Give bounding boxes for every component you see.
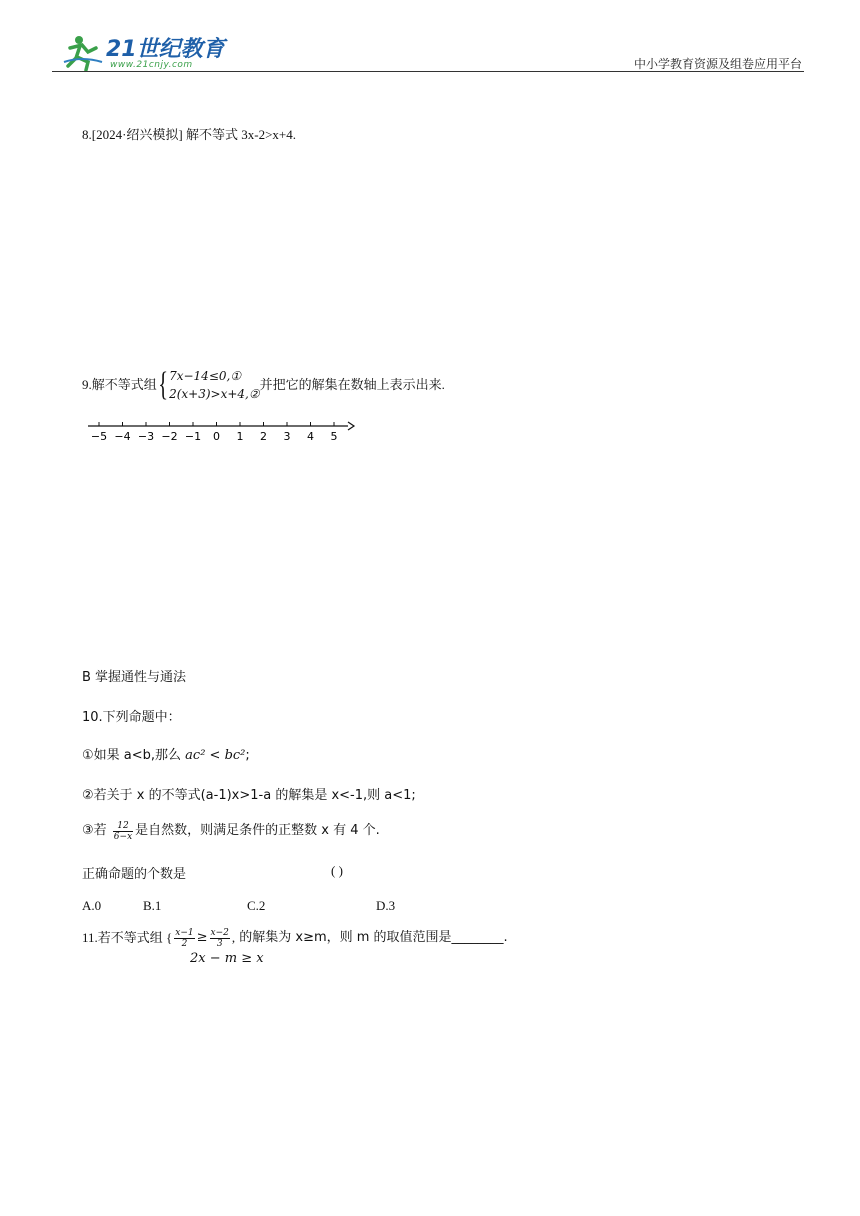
logo-main-text: 21世纪教育	[106, 37, 225, 62]
question-11	[82, 924, 508, 951]
q10-stem: 10.下列命题中：	[82, 710, 181, 725]
number-line-tick-label: 2	[260, 430, 267, 443]
q10-option-a: A.0	[82, 898, 102, 913]
number-line-arrow	[348, 422, 354, 430]
q9-ineq-1: 7x−14≤0,①	[169, 369, 242, 384]
q10-frac-num: 12	[113, 821, 133, 832]
number-line-tick-label: −3	[137, 430, 155, 443]
q9-prefix: 9.解不等式组	[82, 377, 157, 393]
number-line-tick-label: −4	[114, 430, 131, 443]
q10-question: 正确命题的个数是	[82, 867, 187, 882]
q11-fraction-1	[174, 928, 194, 949]
q10-option-b: B.1	[143, 898, 162, 913]
q10-item1-post: ;	[245, 748, 250, 763]
section-b-heading: B 掌握通性与通法	[82, 670, 187, 685]
q9-suffix: 并把它的解集在数轴上表示出来.	[259, 377, 445, 393]
header-divider	[52, 71, 804, 72]
number-line	[86, 420, 356, 450]
number-line-tick-label: 4	[307, 430, 314, 443]
q10-item-1	[82, 744, 250, 763]
q10-option-c: C.2	[247, 898, 266, 913]
q11-fraction-2	[210, 928, 230, 949]
logo-sub-text: www.21cnjy.com	[110, 60, 193, 70]
number-line-svg	[86, 420, 356, 446]
q10-item-3	[82, 818, 380, 845]
q9-system	[169, 367, 260, 403]
q11-prefix: 11.若不等式组 {	[82, 930, 173, 946]
q11-f2-den: 3	[216, 938, 223, 949]
q10-item3-fraction	[113, 821, 133, 842]
question-8: 8.[2024·绍兴模拟] 解不等式 3x-2>x+4.	[82, 127, 296, 142]
q11-f1-den: 2	[181, 938, 188, 949]
number-line-tick-label: 0	[213, 430, 220, 443]
q11-f1-num: x−1	[175, 927, 194, 938]
q9-brace: {	[158, 366, 168, 404]
q10-answer-paren: ( )	[331, 863, 343, 878]
q10-option-d: D.3	[376, 898, 396, 913]
q10-item3-post: 是自然数，则满足条件的正整数 x 有 4 个.	[135, 823, 380, 838]
q9-ineq-2: 2(x+3)>x+4,②	[169, 387, 260, 402]
number-line-tick-label: 3	[283, 430, 291, 443]
question-9	[82, 364, 445, 405]
q11-line-2: 2x − m ≥ x	[190, 951, 264, 966]
site-logo	[62, 32, 232, 74]
number-line-tick-label: −1	[184, 430, 202, 443]
number-line-tick-label: 5	[330, 430, 338, 443]
q11-comma: ,	[231, 930, 236, 946]
q11-suffix: 的解集为 x≥m，则 m 的取值范围是________.	[235, 930, 508, 946]
q10-item3-pre: ③若	[82, 823, 111, 838]
q10-frac-den: 6−x	[113, 831, 133, 842]
q10-item1-pre: ①如果 a<b,那么	[82, 748, 186, 763]
number-line-tick-label: 1	[236, 430, 244, 443]
number-line-tick-label: −2	[161, 430, 178, 443]
q10-item1-math: ac² < bc²	[185, 748, 246, 763]
q11-geq: ≥	[196, 930, 208, 946]
q11-f2-num: x−2	[210, 927, 229, 938]
number-line-tick-label: −5	[90, 430, 108, 443]
header-platform-title: 中小学教育资源及组卷应用平台	[633, 57, 802, 71]
q10-item-2: ②若关于 x 的不等式(a-1)x>1-a 的解集是 x<-1,则 a<1;	[82, 788, 416, 803]
